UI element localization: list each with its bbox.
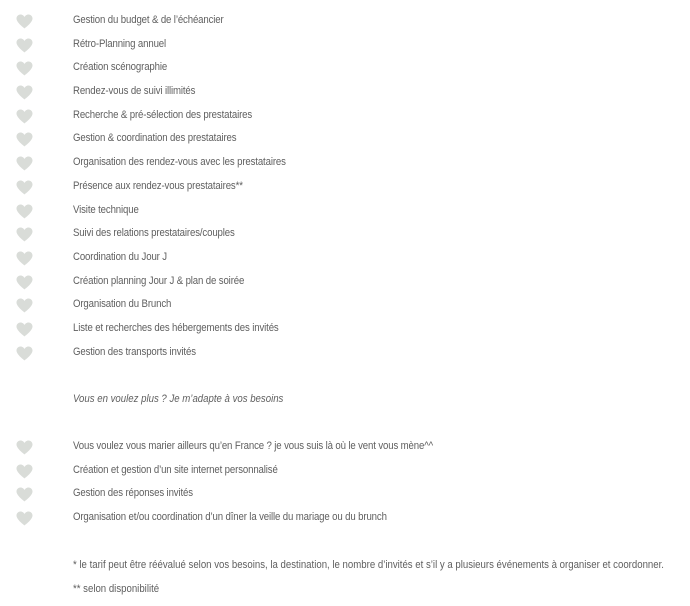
item-label: Organisation et/ou coordination d’un dîner la veille du mariage ou du brunch	[73, 511, 387, 524]
heart-icon	[16, 109, 33, 124]
item-label: Gestion des transports invités	[73, 345, 196, 358]
heart-icon	[16, 298, 33, 313]
heart-icon	[16, 156, 33, 171]
heart-icon	[16, 227, 33, 242]
item-label: Création planning Jour J & plan de soirée	[73, 274, 245, 287]
heart-icon	[16, 132, 33, 147]
list-item	[0, 459, 690, 483]
list-item	[0, 33, 690, 57]
heart-icon	[16, 275, 33, 290]
list-item	[0, 151, 690, 175]
item-label: Gestion des réponses invités	[73, 487, 193, 500]
item-label: Rétro-Planning annuel	[73, 37, 167, 50]
item-label: Organisation du Brunch	[73, 298, 172, 311]
item-label: Présence aux rendez-vous prestataires**	[73, 179, 243, 192]
list-item	[0, 435, 690, 459]
heart-icon	[16, 511, 33, 526]
heart-icon	[16, 346, 33, 361]
list-item	[0, 270, 690, 294]
list-item	[0, 506, 690, 530]
item-label: Recherche & pré-sélection des prestataires	[73, 108, 253, 121]
promo-text: Vous en voulez plus ? Je m’adapte à vos besoins	[73, 393, 284, 405]
heart-icon	[16, 61, 33, 76]
list-item	[0, 9, 690, 33]
item-label: Gestion & coordination des prestataires	[73, 132, 237, 145]
list-item	[0, 175, 690, 199]
item-label: Création et gestion d’un site internet personnalisé	[73, 463, 278, 476]
extra-services-list	[0, 435, 690, 530]
item-label: Visite technique	[73, 203, 139, 216]
heart-icon	[16, 85, 33, 100]
list-item	[0, 56, 690, 80]
services-list	[0, 9, 690, 364]
item-label: Rendez-vous de suivi illimités	[73, 85, 196, 98]
heart-icon	[16, 204, 33, 219]
list-item	[0, 246, 690, 270]
heart-icon	[16, 180, 33, 195]
item-label: Coordination du Jour J	[73, 250, 167, 263]
list-item	[0, 80, 690, 104]
list-item	[0, 222, 690, 246]
heart-icon	[16, 487, 33, 502]
item-label: Suivi des relations prestataires/couples	[73, 227, 235, 240]
item-label: Vous voulez vous marier ailleurs qu’en France ? je vous suis là où le vent vous mène^^	[73, 440, 434, 452]
heart-icon	[16, 251, 33, 266]
list-item	[0, 293, 690, 317]
list-item	[0, 104, 690, 128]
list-item	[0, 317, 690, 341]
item-label: Gestion du budget & de l’échéancier	[73, 14, 224, 26]
item-label: Organisation des rendez-vous avec les prestataires	[73, 156, 286, 169]
list-item	[0, 127, 690, 151]
list-item	[0, 199, 690, 223]
list-item	[0, 482, 690, 506]
heart-icon	[16, 14, 33, 29]
heart-icon	[16, 322, 33, 337]
heart-icon	[16, 464, 33, 479]
list-item	[0, 341, 690, 365]
heart-icon	[16, 38, 33, 53]
footnote-tarif: * le tarif peut être réévalué selon vos besoins, la destination, le nombre d’invités et s’il y a plusieurs événements à organiser et coordonner.	[73, 559, 664, 571]
item-label: Création scénographie	[73, 61, 168, 74]
footnote-disponibilite: ** selon disponibilité	[73, 583, 160, 595]
heart-icon	[16, 440, 33, 455]
item-label: Liste et recherches des hébergements des invités	[73, 321, 279, 334]
